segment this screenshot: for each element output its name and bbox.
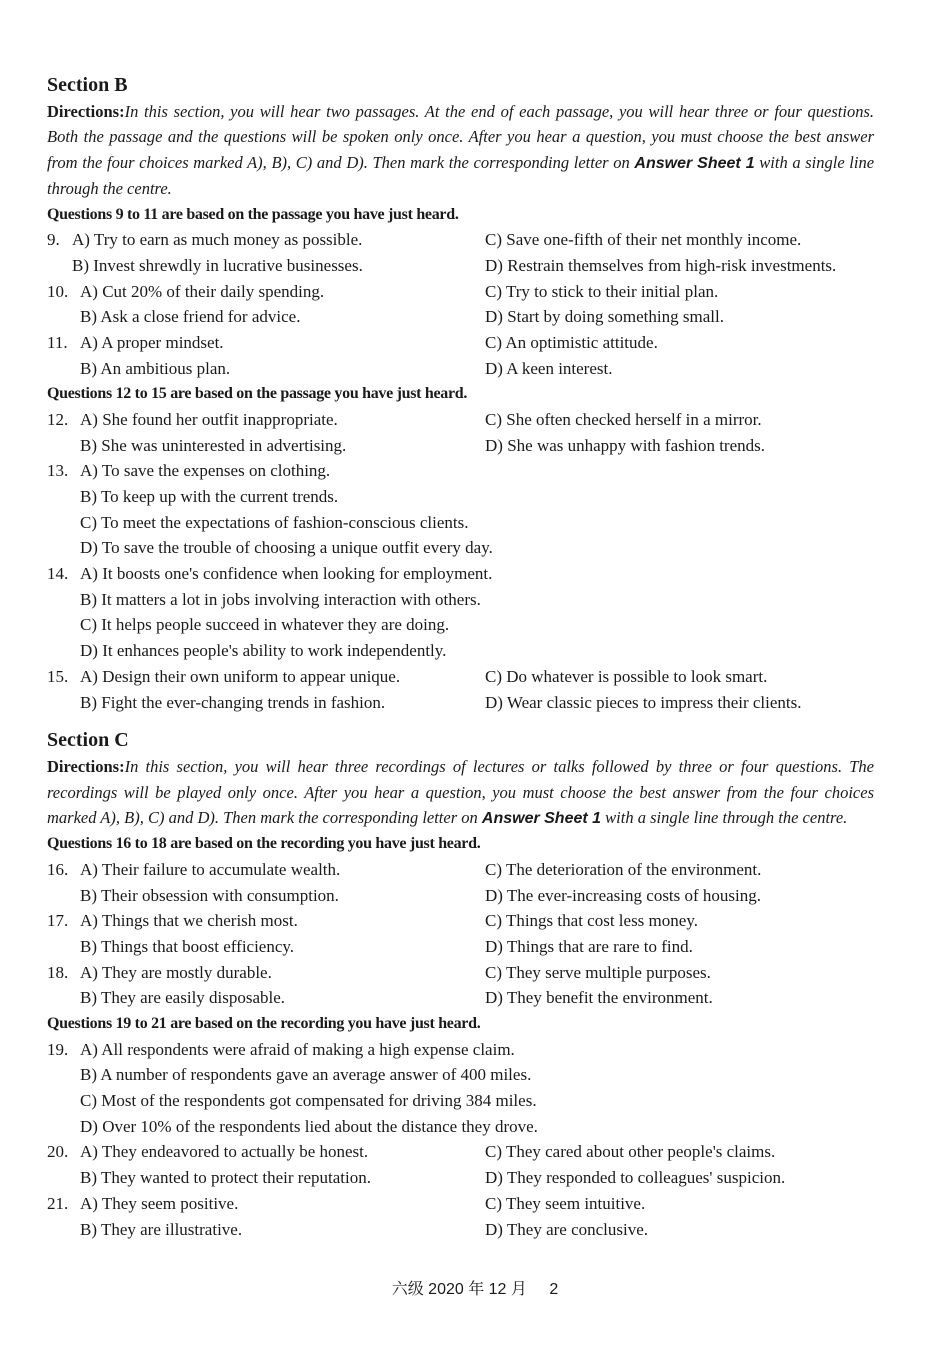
question-row: [47, 612, 874, 638]
option-a: [80, 330, 224, 356]
question-group-heading: Questions 16 to 18 are based on the recording you have just heard.: [47, 835, 481, 853]
option-text: She often checked herself in a mirror.: [506, 409, 762, 429]
section-title: Section B: [47, 74, 128, 96]
question-group-heading: Questions 12 to 15 are based on the passage you have just heard.: [47, 385, 468, 403]
option-text: An optimistic attitude.: [505, 332, 658, 352]
option-d: [485, 934, 693, 960]
option-text: A proper mindset.: [101, 332, 224, 352]
question-row: [47, 1191, 874, 1217]
option-label: B): [80, 358, 97, 378]
option-label: C): [485, 860, 502, 879]
option-label: B): [80, 1065, 97, 1085]
option-text: Fight the ever-changing trends in fashion.: [101, 692, 386, 712]
option-a: [80, 857, 340, 883]
option-text: A number of respondents gave an average answer of 400 miles.: [100, 1065, 532, 1085]
option-b: [80, 1165, 371, 1191]
option-text: Ask a close friend for advice.: [100, 307, 301, 327]
question-row: [47, 1139, 874, 1165]
option-label: B): [80, 1168, 97, 1188]
option-text: They are conclusive.: [506, 1219, 649, 1239]
option-b: [80, 356, 230, 382]
option-a: [72, 227, 362, 253]
option-label: B): [80, 589, 97, 609]
option-b: [80, 1217, 242, 1243]
option-text: Invest shrewdly in lucrative businesses.: [93, 255, 363, 275]
question: [47, 1191, 874, 1242]
question-number: 19.: [47, 1039, 69, 1059]
option-d: [485, 1217, 648, 1243]
question-row: [47, 1165, 874, 1191]
option-label: C): [485, 1142, 502, 1162]
option-c: [485, 407, 762, 433]
option-d: [80, 638, 446, 664]
question-row: [47, 587, 874, 613]
option-label: D): [485, 435, 503, 455]
option-text: All respondents were afraid of making a high expense claim.: [101, 1039, 515, 1059]
question: [47, 960, 874, 1011]
option-b: [80, 304, 300, 330]
question: [47, 279, 874, 330]
option-text: To keep up with the current trends.: [100, 487, 339, 506]
option-a: [80, 561, 492, 587]
question-row: [47, 664, 874, 690]
option-a: [80, 664, 400, 690]
option-c: [485, 279, 718, 305]
option-text: Cut 20% of their daily spending.: [102, 281, 325, 301]
option-label: C): [485, 911, 502, 931]
option-label: A): [80, 1193, 98, 1213]
question-row: [47, 1088, 874, 1114]
option-b: [80, 484, 338, 510]
question-row: [47, 561, 874, 587]
question: [47, 857, 874, 908]
question-row: [47, 857, 874, 883]
question-row: [47, 908, 874, 934]
question-row: [47, 484, 874, 510]
question-row: [47, 638, 874, 664]
question-row: [47, 1114, 874, 1140]
option-text: The deterioration of the environment.: [505, 860, 762, 879]
option-a: [80, 458, 330, 484]
option-label: A): [80, 281, 98, 301]
option-text: They wanted to protect their reputation.: [100, 1168, 371, 1188]
option-text: Most of the respondents got compensated for driving 384 miles.: [101, 1091, 537, 1111]
question-number: 11.: [47, 332, 68, 352]
question: [47, 458, 874, 561]
option-label: D): [485, 358, 503, 378]
question-number: 16.: [47, 860, 69, 879]
question-row: [47, 535, 874, 561]
option-label: A): [72, 230, 90, 250]
directions: [47, 99, 874, 202]
question-row: [47, 330, 874, 356]
option-text: Design their own uniform to appear unique.: [102, 666, 401, 686]
directions-text: In this section, you will hear two passages. At the end of each passage, you will hear three or four questions. Both the passage and the questions will be spoken only once. After you hear a question, you must choose the best answer from the four choices marked A), B), C) and D). Then mark the corresponding letter on: [47, 102, 874, 172]
answer-sheet-ref: Answer Sheet 1: [634, 154, 755, 172]
option-c: [485, 960, 711, 986]
option-c: [485, 1191, 645, 1217]
option-text: They serve multiple purposes.: [505, 962, 711, 982]
option-b: [80, 1062, 531, 1088]
question: [47, 227, 874, 278]
question-row: [47, 227, 874, 253]
option-label: A): [80, 461, 98, 481]
option-text: Their obsession with consumption.: [100, 885, 339, 905]
option-d: [485, 304, 724, 330]
option-label: A): [80, 564, 98, 584]
option-text: Restrain themselves from high-risk investments.: [507, 255, 837, 275]
option-c: [80, 510, 468, 536]
option-label: C): [80, 512, 97, 532]
question: [47, 1037, 874, 1140]
question-number: 10.: [47, 281, 69, 301]
option-a: [80, 908, 298, 934]
directions-text: In this section, you will hear three recordings of lectures or talks followed by three or four questions. The recordings will be played only once. After you hear a question, you must choose the best answer from the four choices marked A), B), C) and D). Then mark the corresponding letter on: [47, 757, 874, 827]
option-label: B): [80, 692, 97, 712]
option-label: C): [80, 1091, 97, 1111]
option-label: D): [80, 641, 98, 661]
option-label: C): [485, 281, 502, 301]
option-text: They seem positive.: [101, 1193, 239, 1213]
option-label: B): [80, 988, 97, 1008]
option-text: Things that boost efficiency.: [100, 937, 295, 957]
option-text: They seem intuitive.: [505, 1193, 646, 1213]
question-number: 17.: [47, 911, 69, 931]
page-footer: [0, 1276, 950, 1299]
option-label: D): [80, 538, 98, 558]
option-a: [80, 1037, 515, 1063]
section-gap: [47, 715, 874, 727]
option-label: D): [485, 988, 503, 1008]
option-text: They are easily disposable.: [100, 988, 286, 1008]
question-row: [47, 356, 874, 382]
question-number: 21.: [47, 1193, 69, 1213]
question-number: 14.: [47, 564, 69, 584]
option-d: [485, 433, 765, 459]
option-label: D): [485, 255, 503, 275]
option-label: B): [80, 937, 97, 957]
option-c: [485, 664, 767, 690]
option-label: C): [485, 409, 502, 429]
option-c: [485, 227, 801, 253]
option-label: D): [485, 1219, 503, 1239]
option-text: They endeavored to actually be honest.: [101, 1142, 369, 1162]
question-row: [47, 985, 874, 1011]
exam-page: [47, 72, 874, 1242]
option-text: They benefit the environment.: [506, 988, 713, 1008]
section-title: Section C: [47, 729, 129, 752]
option-text: Do whatever is possible to look smart.: [506, 666, 768, 686]
option-text: Things that cost less money.: [505, 911, 698, 931]
question-number: 15.: [47, 666, 69, 686]
option-c: [485, 857, 761, 883]
option-d: [485, 883, 761, 909]
directions-label: Directions:: [47, 757, 125, 777]
option-text: The ever-increasing costs of housing.: [506, 885, 762, 905]
directions-label: Directions:: [47, 102, 125, 121]
option-d: [485, 356, 612, 382]
option-label: B): [80, 307, 97, 327]
option-label: A): [80, 962, 98, 982]
question-row: [47, 1217, 874, 1243]
directions-text-end: with a single line through the centre.: [605, 808, 848, 827]
option-text: Things that are rare to find.: [506, 937, 693, 957]
option-label: A): [80, 911, 98, 931]
question-row: [47, 407, 874, 433]
option-label: C): [485, 666, 502, 686]
option-text: They are mostly durable.: [101, 962, 272, 982]
directions-text-end: with a single line through the centre.: [47, 152, 875, 199]
question-row: [47, 510, 874, 536]
question-number: 20.: [47, 1142, 69, 1162]
option-c: [80, 612, 449, 638]
option-text: Save one-fifth of their net monthly income.: [506, 230, 802, 250]
option-label: B): [80, 1219, 97, 1239]
option-text: Try to earn as much money as possible.: [93, 230, 363, 250]
option-b: [80, 985, 285, 1011]
question-number: 13.: [47, 461, 69, 481]
option-a: [80, 960, 272, 986]
question-row: [47, 1037, 874, 1063]
option-a: [80, 1139, 368, 1165]
question: [47, 1139, 874, 1190]
option-text: An ambitious plan.: [100, 358, 231, 378]
question-row: [47, 458, 874, 484]
option-d: [80, 535, 493, 561]
option-text: Try to stick to their initial plan.: [505, 281, 719, 301]
option-label: B): [72, 255, 89, 275]
option-label: A): [80, 1039, 98, 1059]
option-text: They are illustrative.: [100, 1219, 243, 1239]
option-text: Things that we cherish most.: [101, 911, 298, 931]
option-c: [485, 330, 658, 356]
question-row: [47, 883, 874, 909]
option-b: [80, 433, 346, 459]
option-b: [72, 253, 363, 279]
question: [47, 407, 874, 458]
question-row: [47, 253, 874, 279]
option-a: [80, 279, 324, 305]
option-text: A keen interest.: [506, 358, 613, 378]
option-label: B): [80, 435, 97, 455]
question-group-heading: Questions 19 to 21 are based on the recording you have just heard.: [47, 1015, 481, 1033]
option-text: It matters a lot in jobs involving interaction with others.: [101, 589, 481, 609]
option-text: Over 10% of the respondents lied about the distance they drove.: [102, 1116, 538, 1136]
option-d: [485, 253, 836, 279]
option-text: It helps people succeed in whatever they are doing.: [101, 615, 450, 635]
option-b: [80, 690, 385, 716]
option-label: D): [485, 692, 503, 712]
question: [47, 908, 874, 959]
question-row: [47, 1062, 874, 1088]
option-c: [485, 908, 698, 934]
option-d: [80, 1114, 538, 1140]
page-number: 2: [549, 1281, 559, 1298]
question-group-heading: Questions 9 to 11 are based on the passage you have just heard.: [47, 205, 459, 223]
option-text: They responded to colleagues' suspicion.: [506, 1168, 786, 1188]
option-label: A): [80, 332, 98, 352]
option-label: C): [80, 615, 97, 635]
option-label: C): [485, 230, 502, 250]
directions: [47, 754, 874, 831]
option-text: They cared about other people's claims.: [505, 1142, 776, 1162]
option-text: To meet the expectations of fashion-conscious clients.: [100, 512, 469, 532]
option-d: [485, 690, 802, 716]
question: [47, 664, 874, 715]
option-label: A): [80, 860, 98, 879]
option-a: [80, 1191, 238, 1217]
option-text: Their failure to accumulate wealth.: [101, 860, 341, 879]
option-b: [80, 587, 481, 613]
question-number: 18.: [47, 962, 69, 982]
option-label: B): [80, 885, 97, 905]
option-a: [80, 407, 338, 433]
option-label: D): [485, 885, 503, 905]
option-text: Start by doing something small.: [507, 307, 724, 327]
question-row: [47, 690, 874, 716]
option-text: It enhances people's ability to work independently.: [102, 641, 447, 661]
option-label: D): [485, 937, 503, 957]
question-row: [47, 304, 874, 330]
option-label: C): [485, 962, 502, 982]
option-label: C): [485, 332, 502, 352]
answer-sheet-ref: Answer Sheet 1: [481, 810, 602, 827]
option-text: To save the trouble of choosing a unique outfit every day.: [101, 538, 493, 558]
question-row: [47, 279, 874, 305]
footer-exam-label: 六级 2020 年 12 月: [391, 1281, 527, 1298]
option-text: She was unhappy with fashion trends.: [507, 435, 766, 455]
option-text: Wear classic pieces to impress their clients.: [506, 692, 802, 712]
question-number: 9.: [47, 230, 60, 250]
option-label: A): [80, 666, 98, 686]
option-text: It boosts one's confidence when looking for employment.: [102, 564, 493, 584]
question-row: [47, 433, 874, 459]
option-label: A): [80, 409, 98, 429]
question: [47, 330, 874, 381]
option-b: [80, 883, 339, 909]
option-label: D): [80, 1116, 98, 1136]
option-b: [80, 934, 294, 960]
option-text: She found her outfit inappropriate.: [102, 409, 338, 429]
question-number: 12.: [47, 409, 69, 429]
question-row: [47, 934, 874, 960]
question-row: [47, 960, 874, 986]
option-label: B): [80, 487, 97, 506]
option-label: D): [485, 1168, 503, 1188]
option-c: [80, 1088, 537, 1114]
option-label: A): [80, 1142, 98, 1162]
option-d: [485, 985, 713, 1011]
option-label: D): [485, 307, 503, 327]
option-text: She was uninterested in advertising.: [101, 435, 347, 455]
option-d: [485, 1165, 785, 1191]
option-c: [485, 1139, 775, 1165]
option-text: To save the expenses on clothing.: [101, 461, 331, 481]
question: [47, 561, 874, 664]
option-label: C): [485, 1193, 502, 1213]
